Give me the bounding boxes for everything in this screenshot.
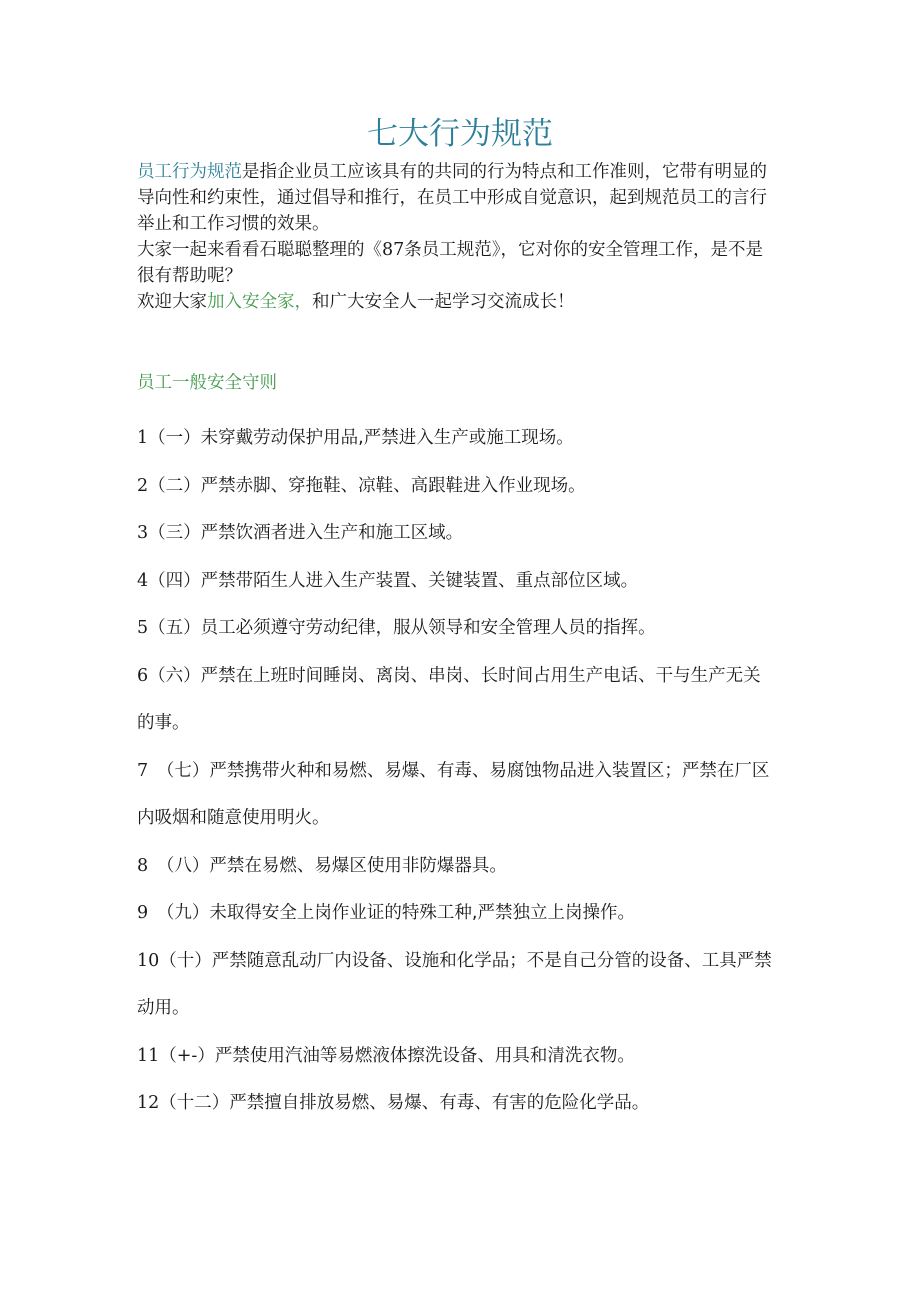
section-heading: 员工一般安全守则 xyxy=(137,373,277,393)
rule-item xyxy=(137,653,777,748)
rule-number: 11（+-） xyxy=(137,1045,215,1066)
rule-item xyxy=(137,415,777,463)
rule-number: 3（三） xyxy=(137,523,201,543)
rule-item xyxy=(137,1033,777,1081)
intro-paragraph-1-text: 是指企业员工应该具有的共同的行为特点和工作准则，它带有明显的导向性和约束性，通过倡导和推行，在员工中形成自觉意识，起到规范员工的言行举止和工作习惯的效果。 xyxy=(137,162,767,234)
intro-paragraph-1 xyxy=(137,159,777,237)
rule-item xyxy=(137,1080,777,1128)
rule-text: 员工必须遵守劳动纪律，服从领导和安全管理人员的指挥。 xyxy=(200,618,656,638)
rule-text: 未取得安全上岗作业证的特殊工种,严禁独立上岗操作。 xyxy=(209,903,635,923)
rule-number: 6（六） xyxy=(137,665,201,686)
rule-text: 严禁携带火种和易燃、易爆、有毒、易腐蚀物品进入装置区；严禁在厂区内吸烟和随意使用明火。 xyxy=(137,760,770,828)
rule-item xyxy=(137,938,777,1033)
rules-list xyxy=(137,415,777,1128)
rule-number: 5（五） xyxy=(137,618,201,638)
document-title: 七大行为规范 xyxy=(367,116,553,152)
rule-number: 2（二） xyxy=(137,475,201,496)
join-link[interactable]: 加入安全家， xyxy=(207,292,312,312)
rule-text: 严禁带陌生人进入生产装置、关键装置、重点部位区域。 xyxy=(200,570,639,591)
code-of-conduct-link[interactable]: 员工行为规范 xyxy=(137,162,242,182)
rule-item xyxy=(137,843,777,891)
rule-item xyxy=(137,748,777,843)
rule-item xyxy=(137,510,777,558)
intro-paragraph-2: 大家一起来看看石聪聪整理的《87条员工规范》，它对你的安全管理工作，是不是很有帮助呢？ xyxy=(137,240,764,286)
rule-text: 严禁赤脚、穿拖鞋、凉鞋、高跟鞋进入作业现场。 xyxy=(200,475,586,496)
intro-paragraph-3-start: 欢迎大家 xyxy=(137,292,207,312)
rule-number: 12（十二） xyxy=(137,1093,230,1113)
rule-text: 严禁饮酒者进入生产和施工区域。 xyxy=(200,523,464,543)
rule-item xyxy=(137,463,777,511)
rule-item xyxy=(137,558,777,606)
intro-paragraph-3-end: 和广大安全人一起学习交流成长！ xyxy=(312,292,575,312)
intro-block xyxy=(137,159,777,315)
rule-number: 8 （八） xyxy=(137,855,210,876)
rule-text: 严禁使用汽油等易燃液体擦洗设备、用具和清洗衣物。 xyxy=(214,1045,635,1066)
intro-paragraph-3 xyxy=(137,289,777,315)
rule-item xyxy=(137,890,777,938)
rule-number: 4（四） xyxy=(137,570,201,591)
rule-number: 7 （七） xyxy=(137,760,210,781)
rule-text: 未穿戴劳动保护用品,严禁进入生产或施工现场。 xyxy=(200,428,574,448)
rule-text: 严禁在上班时间睡岗、离岗、串岗、长时间占用生产电话、干与生产无关的事。 xyxy=(137,665,761,733)
rule-text: 严禁在易燃、易爆区使用非防爆器具。 xyxy=(209,855,507,876)
rule-number: 9 （九） xyxy=(137,903,210,923)
rule-text: 严禁擅自排放易燃、易爆、有毒、有害的危险化学品。 xyxy=(229,1093,650,1113)
rule-text: 严禁随意乱动厂内设备、设施和化学品；不是自己分管的设备、工具严禁动用。 xyxy=(137,950,772,1018)
rule-number: 1（一） xyxy=(137,428,201,448)
rule-number: 10（十） xyxy=(137,950,212,971)
rule-item xyxy=(137,605,777,653)
